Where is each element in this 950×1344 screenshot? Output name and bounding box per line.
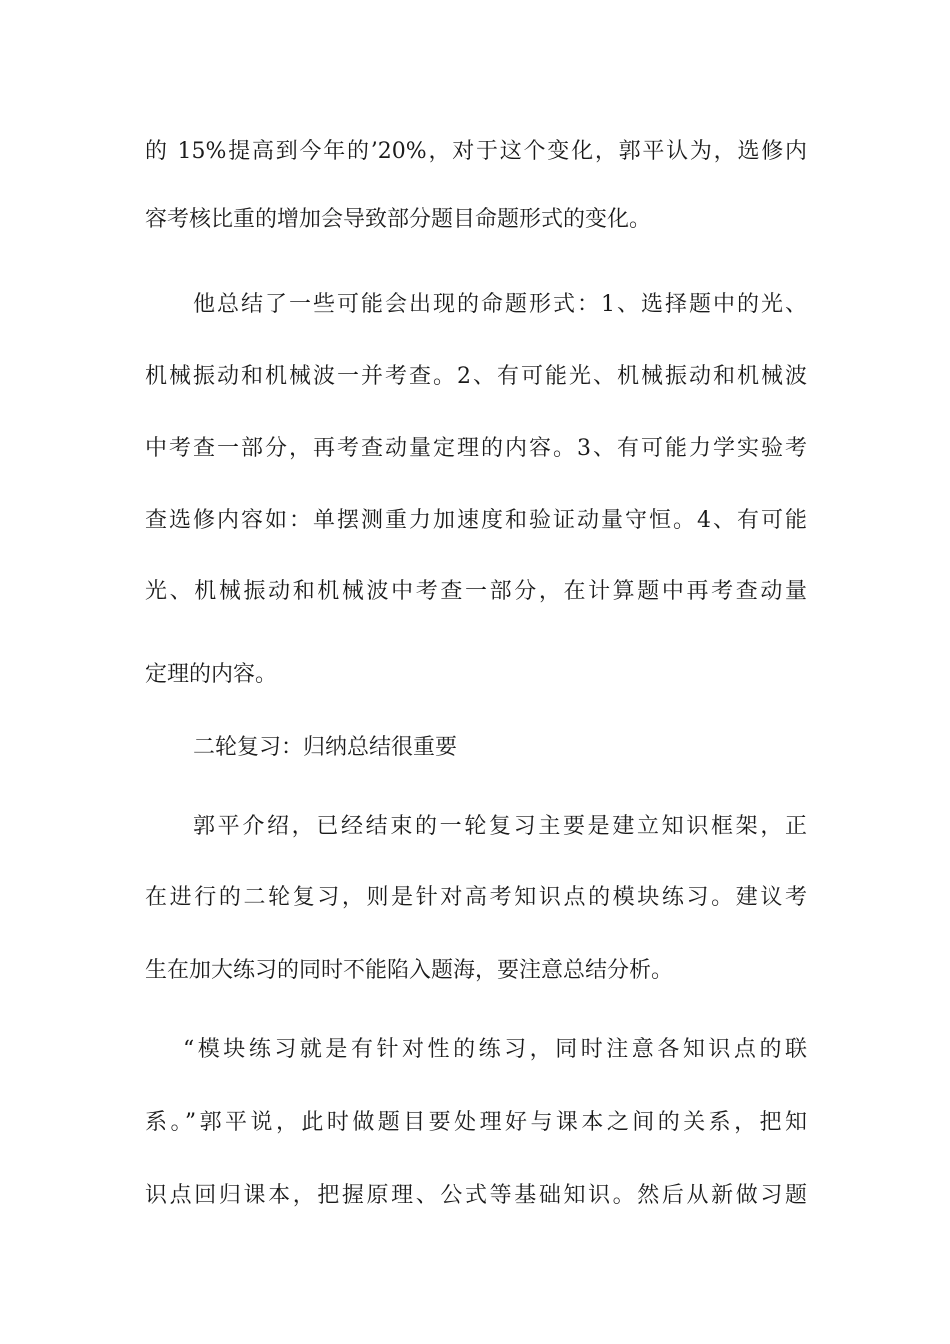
text-line: 识点回归课本，把握原理、公式等基础知识。然后从新做习题 bbox=[145, 1183, 807, 1208]
text-line: 查选修内容如：单摆测重力加速度和验证动量守恒。4、有可能 bbox=[145, 508, 807, 533]
text-line: 郭平介绍，已经结束的一轮复习主要是建立知识框架，正 bbox=[193, 814, 807, 839]
text-line: 生在加大练习的同时不能陷入题海，要注意总结分析。 bbox=[145, 958, 674, 983]
text-line: 容考核比重的增加会导致部分题目命题形式的变化。 bbox=[145, 207, 652, 232]
text-line: 在进行的二轮复习，则是针对高考知识点的模块练习。建议考 bbox=[145, 885, 807, 910]
text-line: 定理的内容。 bbox=[145, 662, 278, 687]
text-line: 的 15%提高到今年的’20%，对于这个变化，郭平认为，选修内 bbox=[145, 139, 807, 164]
text-line: 系。”郭平说，此时做题目要处理好与课本之间的关系，把知 bbox=[145, 1110, 807, 1135]
section-heading: 二轮复习：归纳总结很重要 bbox=[193, 735, 458, 760]
text-line: 机械振动和机械波一并考查。2、有可能光、机械振动和机械波 bbox=[145, 364, 807, 389]
text-line: 他总结了一些可能会出现的命题形式：1、选择题中的光、 bbox=[193, 292, 807, 317]
text-line: 中考查一部分，再考查动量定理的内容。3、有可能力学实验考 bbox=[145, 436, 807, 461]
text-line: “模块练习就是有针对性的练习，同时注意各知识点的联 bbox=[183, 1037, 807, 1062]
text-line: 光、机械振动和机械波中考查一部分，在计算题中再考查动量 bbox=[145, 579, 807, 604]
